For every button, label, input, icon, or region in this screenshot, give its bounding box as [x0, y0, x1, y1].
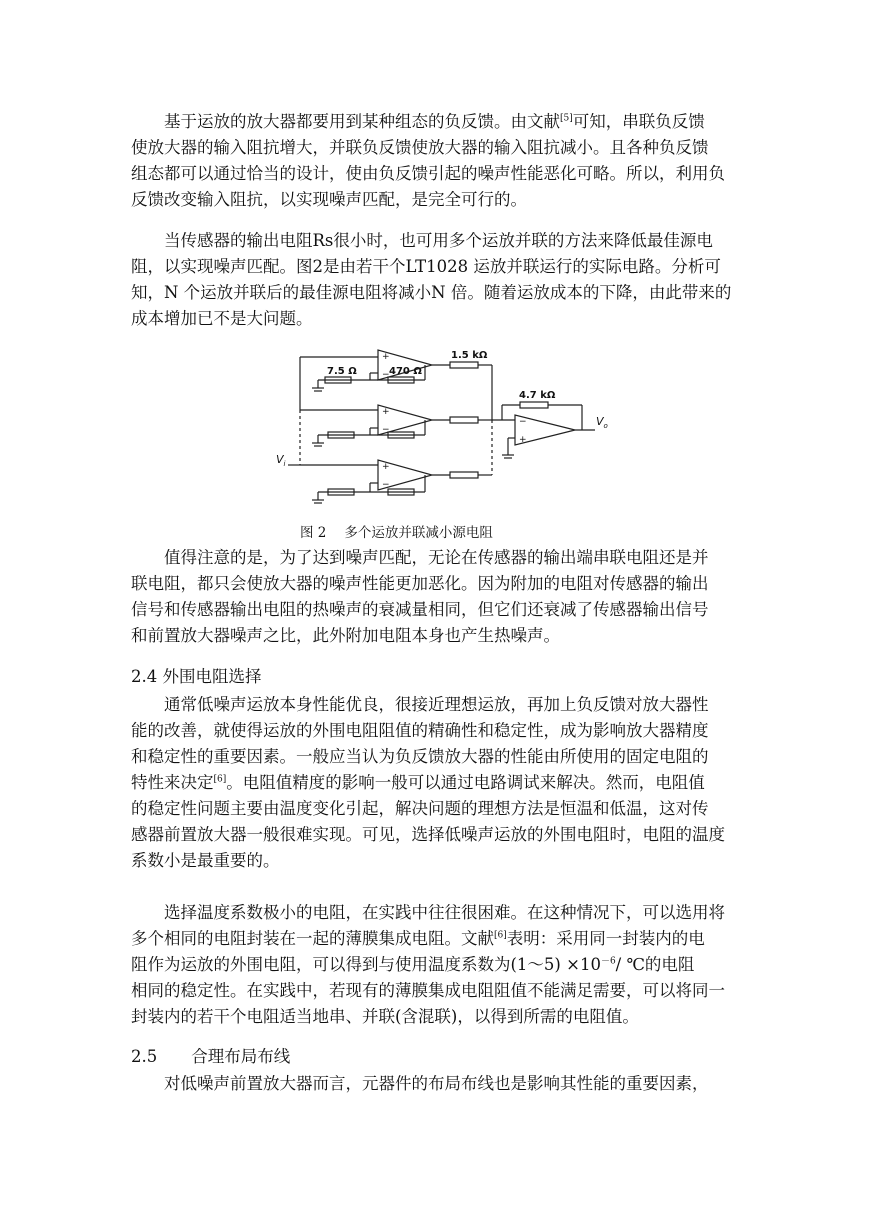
paragraph-resistor-selection: [131, 692, 739, 874]
text-line: 当传感器的输出电阻Rs很小时，也可用多个运放并联的方法来降低最佳源电: [164, 231, 713, 250]
text-line: 反馈改变输入阻抗，以实现噪声匹配，是完全可行的。: [131, 190, 527, 209]
opamp-2-minus: −: [382, 425, 390, 435]
citation-ref[interactable]: [5]: [560, 113, 573, 124]
text-line: [131, 952, 739, 978]
text-line: 系数小是最重要的。: [131, 851, 280, 870]
section-heading-2-5: [131, 1044, 290, 1070]
text-line: 值得注意的是，为了达到噪声匹配，无论在传感器的输出端串联电阻还是并: [164, 548, 709, 567]
text-line: 知，N 个运放并联后的最佳源电阻将减小N 倍。随着运放成本的下降，由此带来的: [131, 283, 732, 302]
heading-text: 合理布局布线: [191, 1047, 291, 1066]
text-line: 信号和传感器输出电阻的热噪声的衰减量相同，但它们还衰减了传感器输出信号: [131, 600, 709, 619]
label-vi: [276, 453, 286, 468]
text-line: [131, 770, 739, 796]
circuit-figure: [270, 345, 610, 515]
opamp-out-minus: −: [519, 417, 527, 427]
opamp-2-plus: +: [382, 407, 390, 417]
text-line: 联电阻，都只会使放大器的噪声性能更加恶化。因为附加的电阻对传感器的输出: [131, 574, 709, 593]
text-line: 使放大器的输入阻抗增大，并联负反馈使放大器的输入阻抗减小。且各种负反馈: [131, 138, 709, 157]
caption-text: 多个运放并联减小源电阻: [344, 525, 493, 541]
text-line: 组态都可以通过恰当的设计，使由负反馈引起的噪声性能恶化可略。所以，利用负: [131, 164, 725, 183]
citation-ref[interactable]: [6]: [213, 774, 227, 785]
text-span: 表明：采用同一封装内的电: [506, 929, 705, 948]
paragraph-layout-routing: [131, 1071, 739, 1097]
opamp-3-minus: −: [382, 480, 390, 490]
label-vi-sub: i: [283, 460, 286, 468]
paragraph-thin-film-resistors: [131, 900, 739, 1030]
label-vo: [596, 415, 608, 430]
text-line: 和前置放大器噪声之比，此外附加电阻本身也产生热噪声。: [131, 626, 560, 645]
paragraph-noise-matching-note: [131, 545, 739, 649]
text-span: 特性来决定: [131, 773, 214, 792]
text-line: [131, 109, 739, 135]
section-heading-2-4: 2.4 外围电阻选择: [131, 667, 262, 686]
text-line: [131, 926, 739, 952]
text-span: 多个相同的电阻封装在一起的薄膜集成电阻。文献: [131, 929, 494, 948]
opamp-3-plus: +: [382, 462, 390, 472]
label-r-input: 470 Ω: [389, 366, 422, 377]
label-r-feedback: 1.5 kΩ: [451, 350, 488, 361]
label-r-out-feedback: 4.7 kΩ: [519, 390, 556, 401]
label-r-source: 7.5 Ω: [327, 366, 357, 377]
circuit-diagram: [270, 345, 610, 515]
label-vi-main: V: [276, 453, 284, 466]
text-line: 和稳定性的重要因素。一般应当认为负反馈放大器的性能由所使用的固定电阻的: [131, 747, 709, 766]
text-span: / ℃的电阻: [615, 955, 695, 974]
text-span: 可知，串联负反馈: [572, 112, 705, 131]
text-line: 相同的稳定性。在实践中，若现有的薄膜集成电阻阻值不能满足需要，可以将同一: [131, 981, 725, 1000]
text-line: 通常低噪声运放本身性能优良，很接近理想运放，再加上负反馈对放大器性: [164, 695, 709, 714]
text-line: 成本增加已不是大问题。: [131, 309, 313, 328]
text-span: 。电阻值精度的影响一般可以通过电路调试来解决。然而，电阻值: [226, 773, 705, 792]
figure-caption: [300, 521, 493, 541]
label-vo-sub: o: [603, 422, 608, 430]
text-line: 的稳定性问题主要由温度变化引起，解决问题的理想方法是恒温和低温，这对传: [131, 799, 709, 818]
text-line: 封装内的若干个电阻适当地串、并联(含混联)，以得到所需的电阻值。: [131, 1007, 639, 1026]
citation-ref[interactable]: [6]: [494, 930, 507, 941]
heading-number: 2.5: [131, 1047, 158, 1066]
paragraph-parallel-opamps: [131, 228, 739, 332]
caption-number: 图 2: [300, 525, 327, 541]
text-line: 对低噪声前置放大器而言，元器件的布局布线也是影响其性能的重要因素，: [164, 1074, 709, 1093]
text-line: 选择温度系数极小的电阻，在实践中往往很困难。在这种情况下，可以选用将: [164, 903, 725, 922]
text-line: 阻，以实现噪声匹配。图2是由若干个LT1028 运放并联运行的实际电路。分析可: [131, 257, 721, 276]
text-line: 感器前置放大器一般很难实现。可见，选择低噪声运放的外围电阻时，电阻的温度: [131, 825, 725, 844]
opamp-1-minus: −: [382, 370, 390, 380]
opamp-1-plus: +: [382, 352, 390, 362]
label-vo-main: V: [596, 415, 604, 428]
paragraph-negative-feedback: [131, 109, 739, 213]
opamp-out-plus: +: [519, 435, 527, 445]
text-span: 基于运放的放大器都要用到某种组态的负反馈。由文献: [164, 112, 560, 131]
text-span: 阻作为运放的外围电阻，可以得到与使用温度系数为(1～5) ×10: [131, 955, 601, 974]
exponent: －6: [600, 956, 616, 967]
text-line: 能的改善，就使得运放的外围电阻阻值的精确性和稳定性，成为影响放大器精度: [131, 721, 709, 740]
